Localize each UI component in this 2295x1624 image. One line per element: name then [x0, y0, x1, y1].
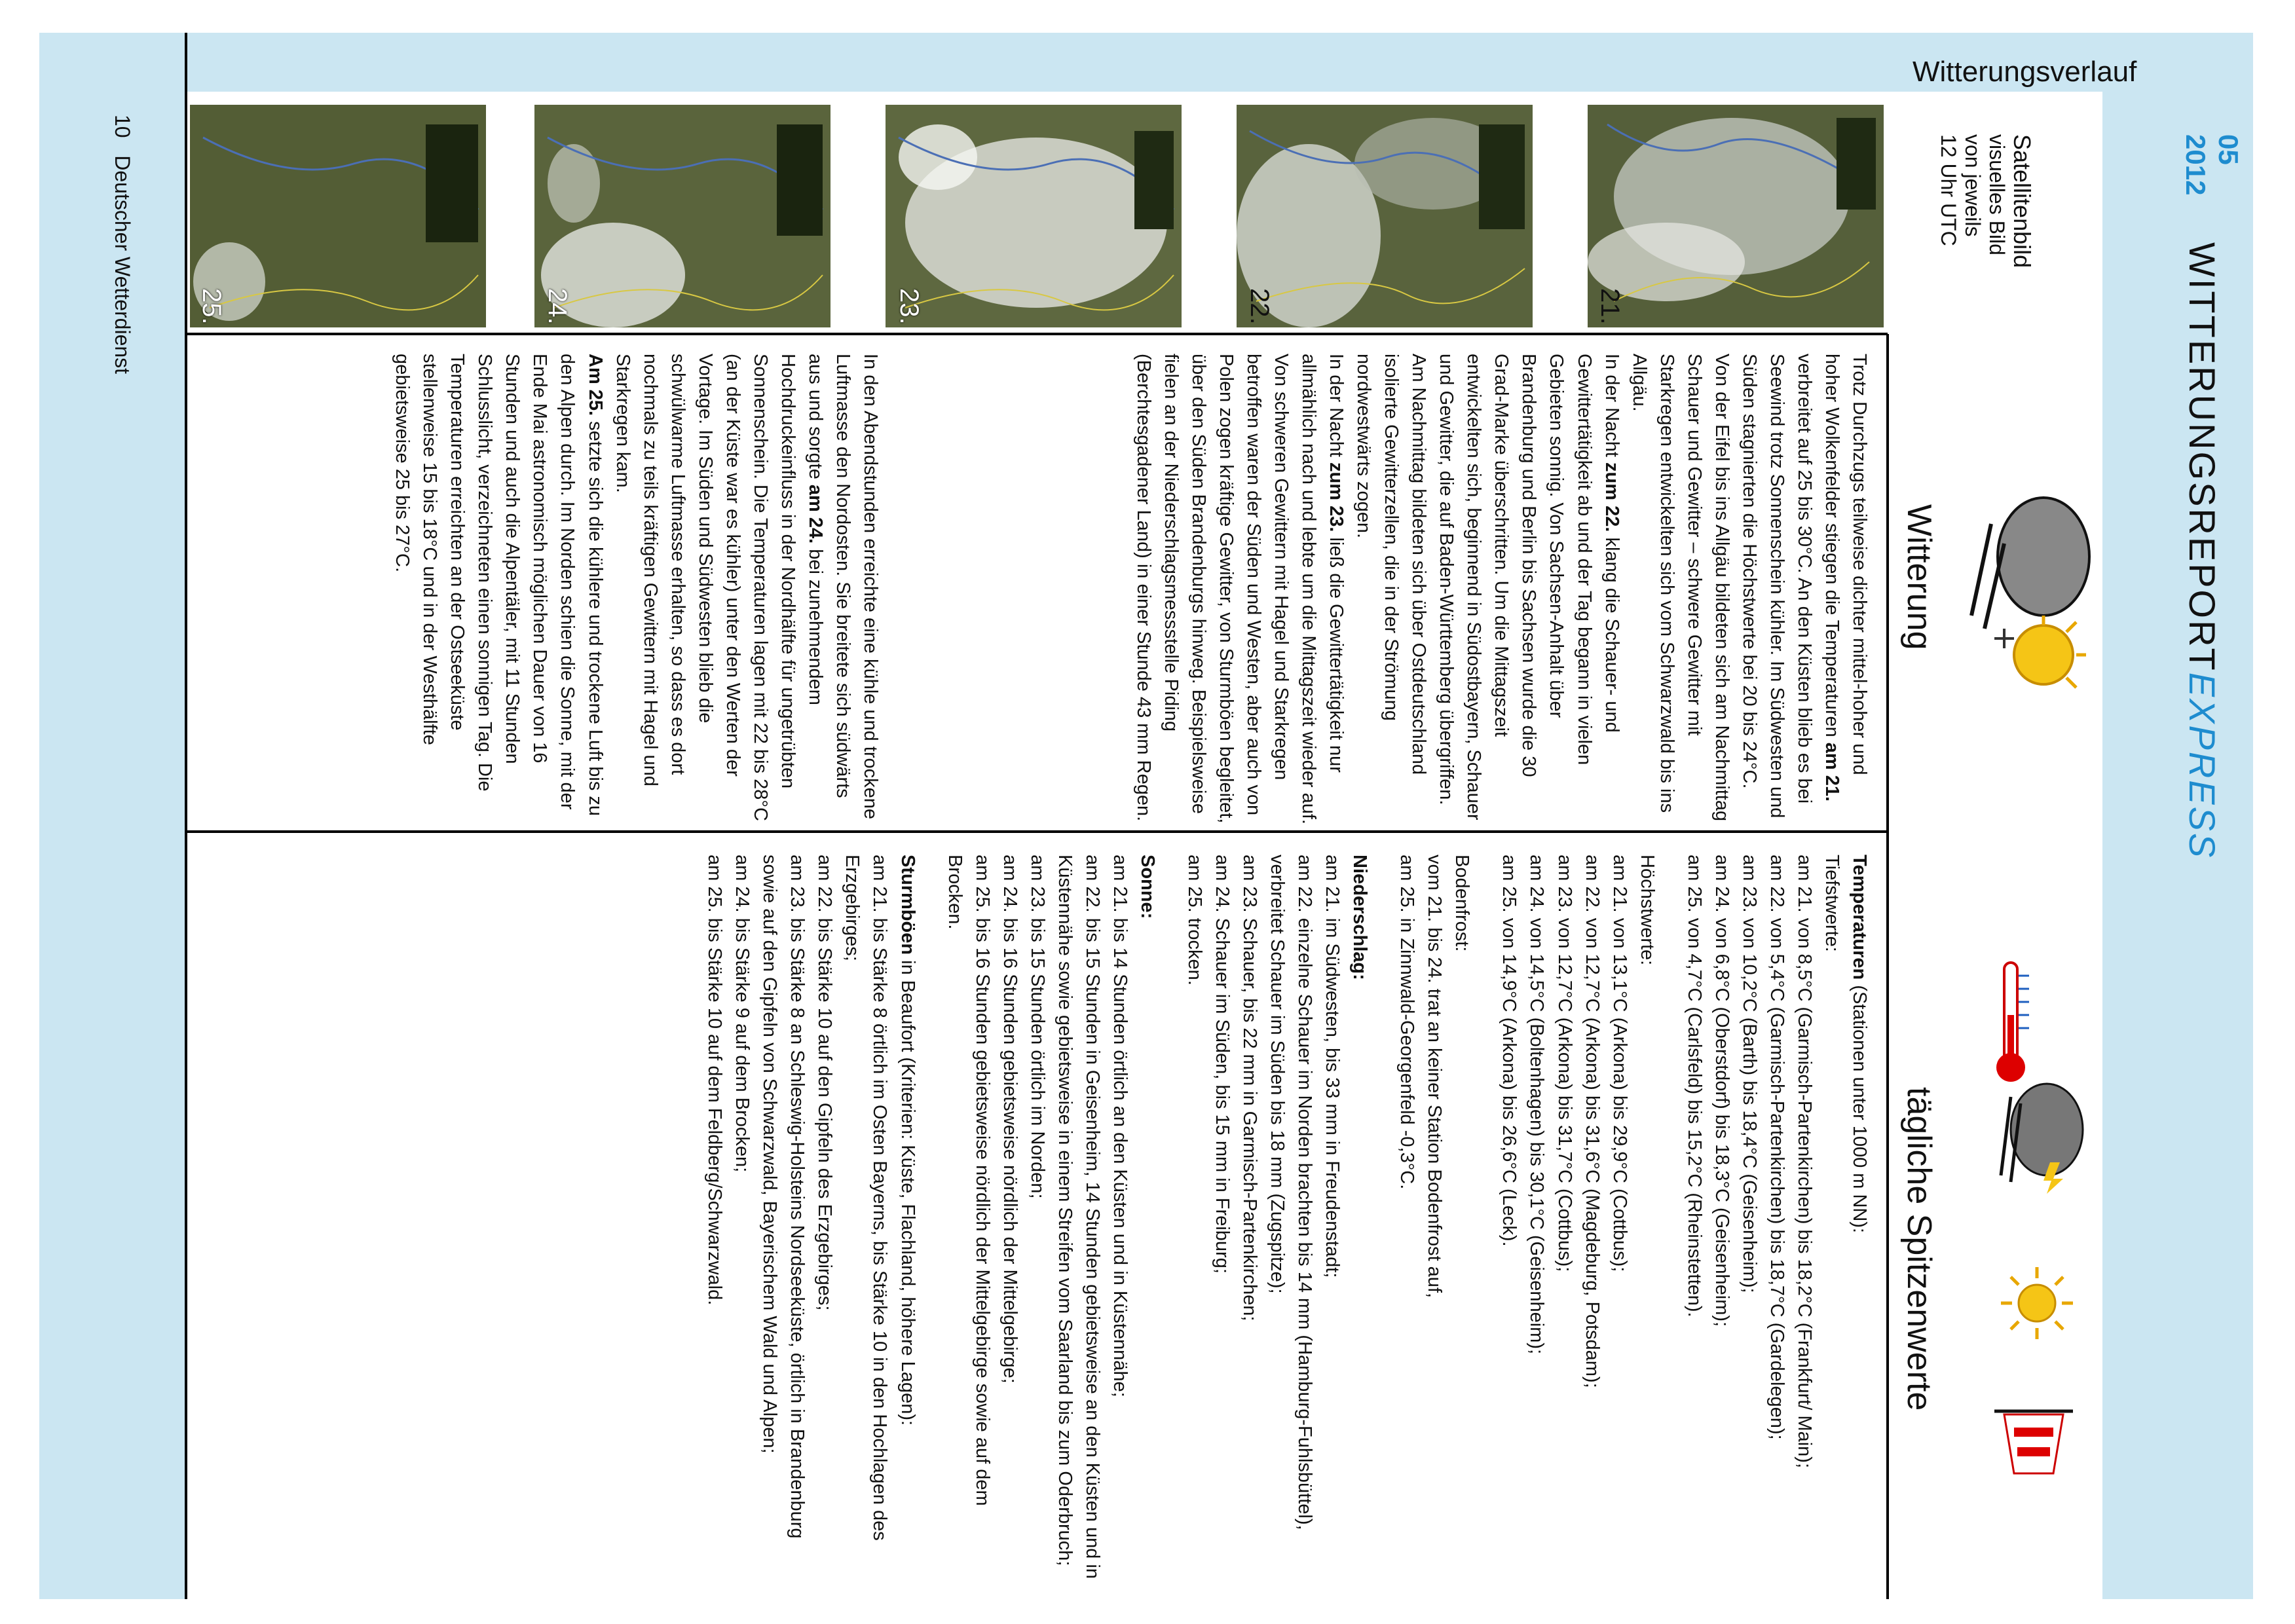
wt-4c: bei zunehmendem Hochdruckeinfluss in der Nordhälfte für ungetrübten Sonnenschein. Die Temperaturen lagen mit 22 bis 28°C (an der Küste war es kühler) unter den Werten der Vortage. Im Süden und Südwesten blieb die schwülwarme Luftmasse erhalten, so dass es dort nochmals zu teils kräftigen Gewittern mit Hagel und Starkregen kam.: [612, 354, 826, 821]
wt-2a: In der Nacht: [1601, 354, 1622, 463]
satellite-line4: 12 Uhr UTC: [1937, 134, 1961, 246]
satellite-label: [1936, 134, 2036, 268]
issue-month: 05: [2213, 134, 2244, 165]
sonne-row: am 24. bis 16 Stunden gebietsweise nördlich der Mittelgebirge;: [999, 855, 1020, 1384]
wt-1b: am 21.: [1821, 742, 1842, 802]
nied-row: am 23. Schauer, bis 22 mm in Garmisch-Partenkirchen;: [1239, 855, 1261, 1321]
photo-divider: [185, 333, 1888, 335]
title-divider: [1886, 334, 1889, 1599]
boden-label: Bodenfrost:: [1451, 855, 1473, 952]
satellite-line3: von jeweils: [1960, 134, 1985, 237]
hoch-row: am 21. von 13,1°C (Arkona) bis 29,9°C (Cottbus);: [1609, 855, 1630, 1272]
boden-row: vom 21. bis 24. trat an keiner Station Bodenfrost auf,: [1424, 855, 1446, 1299]
satellite-image-25: [190, 105, 486, 327]
witterung-title: Witterung: [1900, 504, 1938, 650]
tief-label: Tiefstwerte:: [1821, 855, 1842, 952]
tief-row: am 25. von 4,7°C (Carlsfeld) bis 15,2°C (Rheinstetten).: [1683, 855, 1705, 1318]
hoch-row: am 25. von 14,9°C (Arkona) bis 26,6°C (Leck).: [1499, 855, 1520, 1247]
report-title: [2181, 242, 2224, 859]
sturm-row: am 24. bis Stärke 9 auf dem Brocken;: [732, 855, 753, 1173]
sturm-row: am 25. bis Stärke 10 auf dem Feldberg/Schwarzwald.: [704, 855, 726, 1306]
satellite-image-24: [534, 105, 830, 327]
sturm-sub: in Beaufort (Kriterien: Küste, Flachland, höhere Lagen):: [897, 955, 918, 1426]
witterung-para-1: [1626, 354, 1873, 825]
sat-date-21: 21.: [1595, 288, 1624, 325]
spitzenwerte-text: [701, 855, 1873, 1581]
hoch-row: am 24. von 14,5°C (Boltenhagen) bis 30,1°C (Geisenheim);: [1526, 855, 1548, 1355]
boden-row: am 25. in Zinnwald-Georgenfeld -0,3°C.: [1396, 855, 1418, 1190]
hoch-label: Höchstwerte:: [1636, 855, 1658, 966]
wt-3b: zum 23.: [1326, 462, 1347, 532]
title-block: [2213, 134, 2243, 165]
column-divider: [185, 830, 1888, 833]
nied-head: Niederschlag:: [1349, 855, 1371, 980]
satellite-image-23: [886, 105, 1182, 327]
nied-row: am 21. im Südwesten, bis 33 mm in Freudenstadt;: [1322, 855, 1343, 1278]
footer: [110, 115, 134, 374]
wt-4a: In den Abendstunden erreichte eine kühle und trockene Luftmasse den Nordosten. Sie breitete sich südwärts aus und sorgte: [804, 354, 881, 820]
sat-date-25: 25.: [197, 288, 226, 325]
sonne-head: Sonne:: [1136, 855, 1158, 919]
thermometer-icon: [1978, 956, 2043, 1087]
title-band: [2102, 33, 2253, 1599]
nied-row: am 22. einzelne Schauer im Norden brachten bis 14 mm (Hamburg-Fuhlsbüttel), verbreitet Schauer im Süden bis 18 mm (Zugspitze);: [1267, 855, 1316, 1530]
sat-date-23: 23.: [895, 288, 924, 325]
issue-year: 2012: [2180, 134, 2211, 196]
sonne-row: am 21. bis 14 Stunden örtlich an den Küsten und in Küstennähe;: [1109, 855, 1130, 1397]
satellite-line1: Satellitenbild: [2009, 134, 2036, 268]
sturm-head: Sturmböen: [897, 855, 918, 955]
windsock-icon: [1985, 1401, 2083, 1500]
sonne-row: am 25. bis 16 Stunden gebietsweise nördlich der Mittelgebirge sowie auf dem Brocken.: [944, 855, 993, 1506]
satellite-image-21: [1588, 105, 1884, 327]
hoch-row: am 23. von 12,7°C (Arkona) bis 31,7°C (Cottbus);: [1554, 855, 1575, 1272]
tief-row: am 24. von 6,8°C (Oberstdorf) bis 18,3°C (Geisenheim);: [1711, 855, 1732, 1327]
tief-row: am 23. von 10,2°C (Barth) bis 18,4°C (Geisenheim);: [1738, 855, 1760, 1293]
wt-1c: verbreitet auf 25 bis 30°C. An den Küsten blieb es bei Seewind trotz Sonnenschein kühler. Im Südwesten und Süden stagnierten die Höchstwerte bei 20 bis 24°C. Von der Eifel bis ins Allgäu bildeten sich am Nachmittag Schauer und Gewitter – schwere Gewitter mit Starkregen entwickelten sich vom Schwarzwald bis ins Allgäu.: [1628, 354, 1815, 822]
wt-3c: ließ die Gewittertätigkeit nur allmählich nach und lebte um die Mittagszeit wieder auf. Von schweren Gewittern mit Hagel und Starkregen betroffen waren der Süden und Westen, aber auch von Polen zogen kräftige Gewitter, von Sturmböen begleitet, über den Süden Brandenburgs hinweg. Beispielsweise fielen an der Niederschlagsmessstelle Piding (Berchtesgadener Land) in einer Stunde 43 mm Regen.: [1132, 354, 1347, 824]
sonne-row: am 22. bis 15 Stunden in Geisenheim, 14 Stunden gebietsweise an den Küsten und in Küstennähe sowie gebietsweise in einem Streifen vom Saarland bis zum Oderbruch;: [1054, 855, 1103, 1579]
report-title-suffix: EXPRESS: [2182, 672, 2223, 860]
spitzenwerte-title: tägliche Spitzenwerte: [1900, 1087, 1938, 1411]
witterung-para-2: [1350, 354, 1625, 825]
wt-5c: setzte sich die kühlere und trockene Luft bis zu den Alpen durch. Im Norden schien die Sonne, mit der Ende Mai astronomisch möglichen Dauer von 16 Stunden und auch die Alpentäler, mit 11 Stunden Schlusslicht, verzeichneten einen sonnigen Tag. Die Temperaturen erreichten an der Ostseeküste stellenweise 15 bis 18°C und in der Westhälfte gebietsweise 25 bis 27°C.: [392, 354, 606, 817]
wt-5b: Am 25.: [584, 354, 606, 416]
sturm-row: am 21. bis Stärke 8 örtlich im Osten Bayerns, bis Stärke 10 in den Hochlagen des Erzgebirges;: [842, 855, 891, 1541]
page-number: 10: [111, 115, 134, 138]
wt-3a: In der Nacht: [1326, 354, 1347, 463]
witterung-para-5: [388, 354, 608, 825]
sat-date-24: 24.: [543, 288, 572, 325]
sturm-row: am 23. bis Stärke 8 an Schleswig-Holsteins Nordseeküste, örtlich in Brandenburg sowie auf den Gipfeln von Schwarzwald, Bayerischem Wald und Alpen;: [759, 855, 808, 1539]
temp-heading: [1846, 855, 1873, 1581]
weather-thunderstorm-sun-icon: [1965, 485, 2106, 701]
witterung-text-2: [388, 354, 884, 825]
tief-row: am 22. von 5,4°C (Garmisch-Partenkirchen) bis 18,7°C (Gardelegen);: [1766, 855, 1787, 1440]
publisher: Deutscher Wetterdienst: [111, 155, 134, 375]
temp-sub: (Stationen unter 1000 m NN):: [1849, 980, 1870, 1234]
report-title-main: WITTERUNGSREPORT: [2182, 242, 2223, 673]
wt-2c: klang die Schauer- und Gewittertätigkeit ab und der Tag begann in vielen Gebieten sonnig. Von Sachsen-Anhalt über Brandenburg und Berlin bis Sachsen wurde die 30 Grad-Marke überschritten. Um die Mittagszeit entwickelten sich, beginnend in Südostbayern, Schauer und Gewitter, die auf Baden-Württemberg übergriffen. Am Nachmittag bildeten sich über Ostdeutschland isolierte Gewitterzellen, die in der Strömung nordwestwärts zogen.: [1353, 354, 1622, 821]
sonne-row: am 23. bis 15 Stunden örtlich im Norden;: [1026, 855, 1048, 1199]
satellite-line2: visuelles Bild: [1985, 134, 2009, 255]
nied-row: am 24. Schauer im Süden, bis 15 mm in Freiburg;: [1212, 855, 1233, 1274]
thunder-cloud-icon: [1998, 1077, 2089, 1195]
witterung-para-4: [609, 354, 884, 825]
title-year-block: [2180, 134, 2211, 195]
section-label: Witterungsverlauf: [1912, 56, 2137, 88]
sat-date-22: 22.: [1245, 288, 1274, 325]
wt-2b: zum 22.: [1601, 462, 1622, 532]
wt-1a: Trotz Durchzugs teilweise dichter mittel-hoher und hoher Wolkenfelder stiegen die Temperaturen: [1821, 354, 1870, 775]
tief-row: am 21. von 8,5°C (Garmisch-Partenkirchen) bis 18,2°C (Frankfurt/ Main);: [1793, 855, 1815, 1469]
wt-4b: am 24.: [804, 484, 826, 544]
temp-head: Temperaturen: [1849, 855, 1870, 980]
nied-row: am 25. trocken.: [1184, 855, 1205, 986]
satellite-image-22: [1237, 105, 1533, 327]
hoch-row: am 22. von 12,7°C (Arkona) bis 31,6°C (Magdeburg, Potsdam);: [1581, 855, 1603, 1388]
sun-icon: [1998, 1264, 2076, 1342]
witterung-para-3: [1130, 354, 1350, 825]
header-band: [185, 33, 2102, 92]
sturm-row: am 22. bis Stärke 10 auf den Gipfeln des Erzgebirges;: [814, 855, 836, 1311]
